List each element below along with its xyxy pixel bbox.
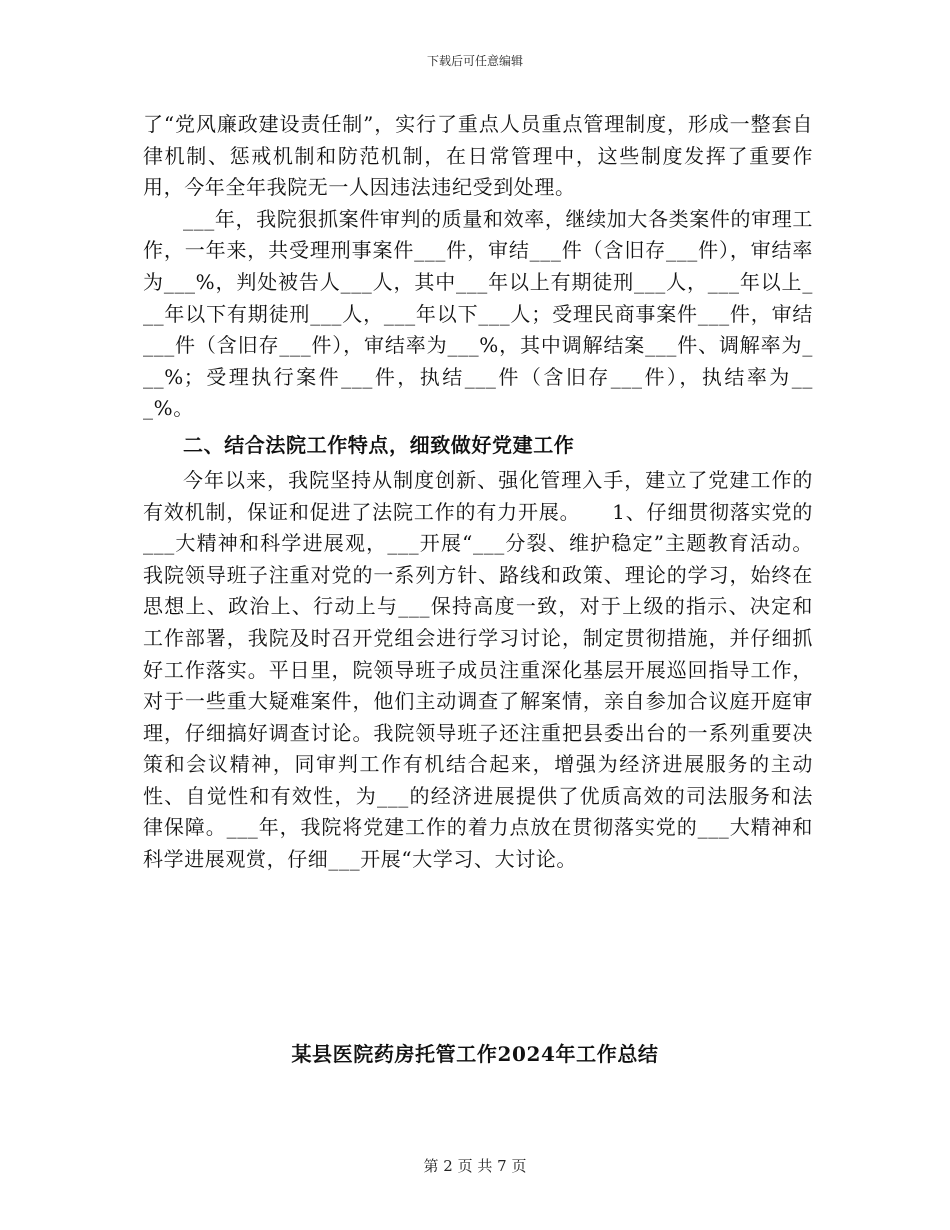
section-heading-2: 二、结合法院工作特点，细致做好党建工作	[183, 432, 575, 457]
document-body	[143, 109, 813, 876]
next-document-title: 某县医院药房托管工作2024年工作总结	[291, 1042, 659, 1066]
paragraph-1: 了“党风廉政建设责任制”，实行了重点人员重点管理制度，形成一整套自律机制、惩戒机制和防范机制，在日常管理中，这些制度发挥了重要作用，今年全年我院无一人因违法违纪受到处理。	[143, 112, 813, 200]
paragraph-3: 今年以来，我院坚持从制度创新、强化管理入手，建立了党建工作的有效机制，保证和促进了法院工作的有力开展。 1、仔细贯彻落实党的___大精神和科学进展观，___开展“___分裂、维护稳定”主题教育活动。我院领导班子注重对党的一系列方针、路线和政策、理论的学习，始终在思想上、政治上、行动上与___保持高度一致，对于上级的指示、决定和工作部署，我院及时召开党组会进行学习讨论，制定贯彻措施，并仔细抓好工作落实。平日里，院领导班子成员注重深化基层开展巡回指导工作，对于一些重大疑难案件，他们主动调查了解案情，亲自参加合议庭开庭审理，仔细搞好调查讨论。我院领导班子还注重把县委出台的一系列重要决策和会议精神，同审判工作有机结合起来，增强为经济进展服务的主动性、自觉性和有效性，为___的经济进展提供了优质高效的司法服务和法律保障。___年，我院将党建工作的着力点放在贯彻落实党的___大精神和科学进展观赏，仔细___开展“大学习、大讨论。	[143, 467, 813, 872]
page-header-note: 下载后可任意编辑	[426, 54, 523, 68]
page-number: 第 2 页 共 7 页	[423, 1157, 527, 1175]
paragraph-2: ___年，我院狠抓案件审判的质量和效率，继续加大各类案件的审理工作，一年来，共受理刑事案件___件，审结___件（含旧存___件），审结率为___%，判处被告人___人，其中___年以上有期徒刑___人，___年以上___年以下有期徒刑___人，___年以下___人；受理民商事案件___件，审结___件（含旧存___件），审结率为___%，其中调解结案___件、调解率为___%；受理执行案件___件，执结___件（含旧存___件），执结率为___%。	[143, 206, 813, 421]
